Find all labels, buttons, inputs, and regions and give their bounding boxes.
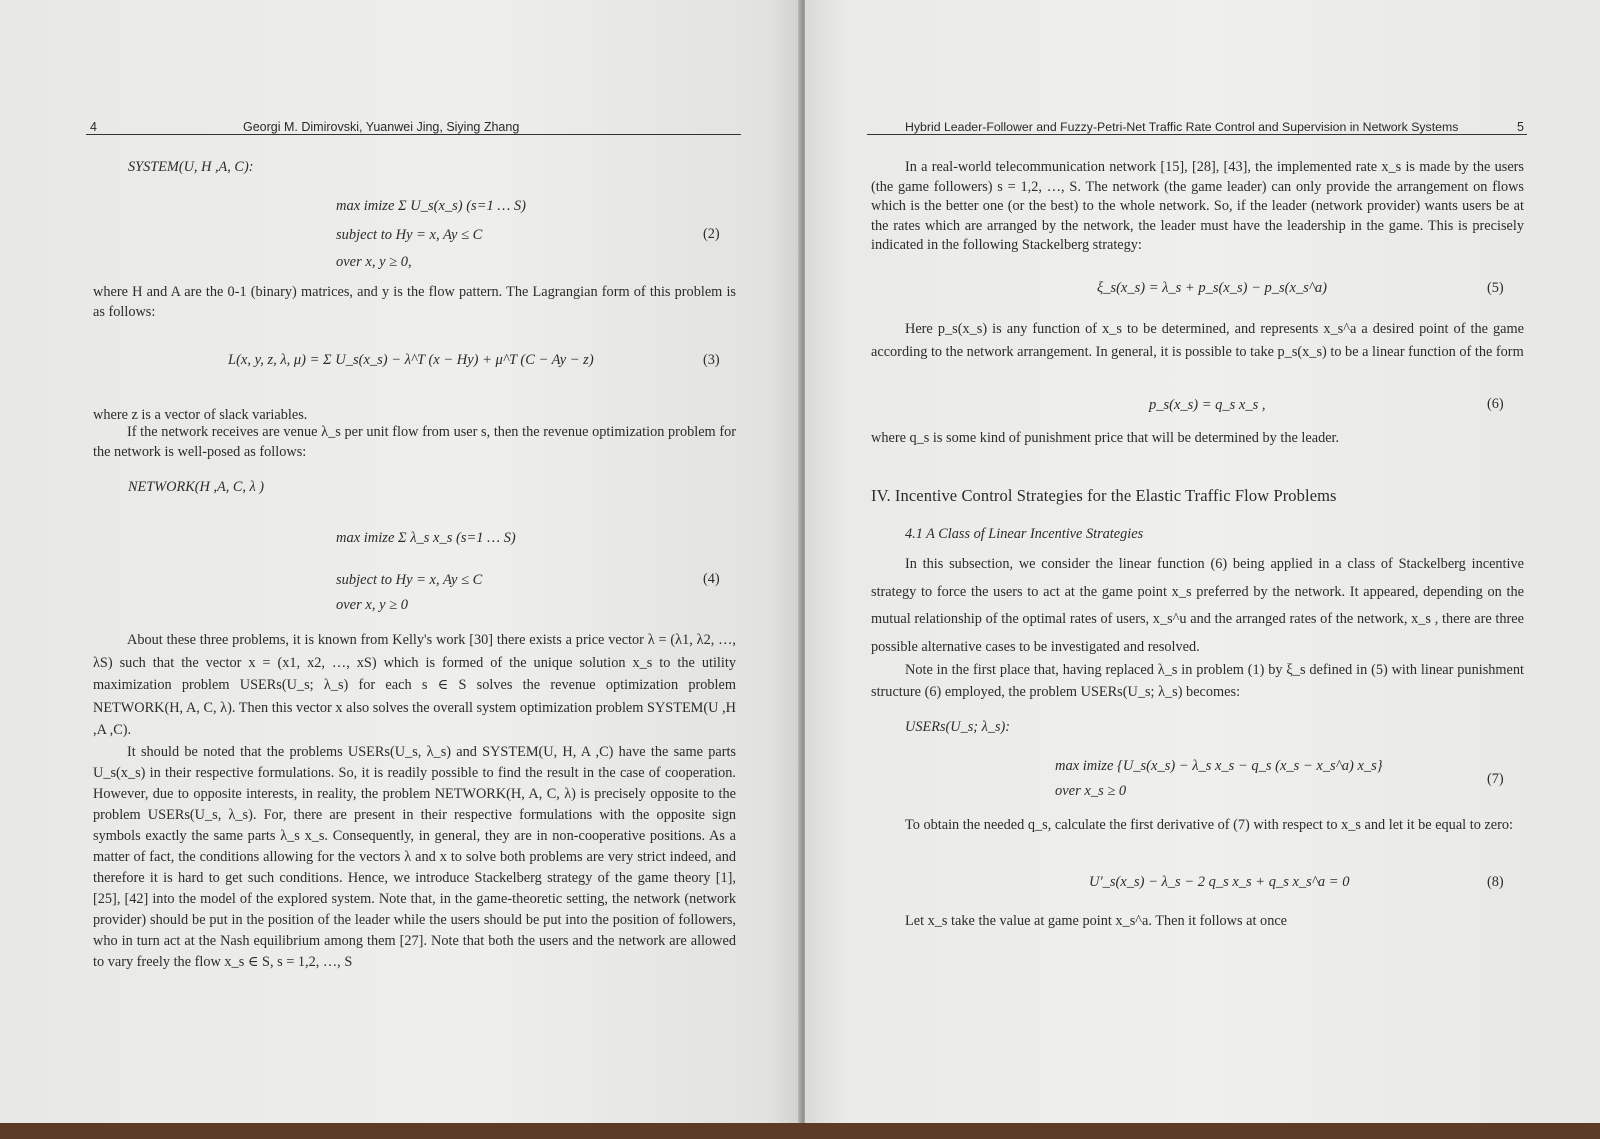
eq7-number: (7) — [1487, 771, 1504, 787]
header-rule-left — [86, 134, 741, 135]
paragraph-subsection: In this subsection, we consider the linear function (6) being applied in a class of Stackelberg incentive strategy to force the users to act at the game point x_s preferred by the network. It appeared, depending on the mutual relationship of the optimal rates of users, x_s^u and the arranged rates of the network, x_s , there are three possible alternative cases to be investigated and resolved. — [871, 556, 1524, 655]
system-label: SYSTEM(U, H ,A, C): — [128, 159, 254, 175]
header-rule-right — [867, 134, 1527, 135]
paragraph-stackelberg: It should be noted that the problems USERs(U_s, λ_s) and SYSTEM(U, H, A ,C) have the same parts U_s(x_s) in their respective formulations. So, it is readily possible to find the result in the case of cooperation. However, due to opposite interests, in reality, the problem NETWORK(H, A, C, λ) is precisely opposite to the problem USERs(U_s, λ_s). For, there are present in their respective formulations with the opposite sign symbols exactly the same parts λ_s x_s. Consequently, in general, they are in non-cooperative positions. As a matter of fact, the conditions allowing for the vectors λ and x to solve both problems are very strict indeed, and therefore it is hard to get such conditions. Hence, we introduce Stackelberg strategy of the game theory [1], [25], [42] into the model of the explored system. Note that, in the game-theoretic setting, the network (network provider) should be put in the position of the leader while the users should be put into the position of followers, who in turn act at the Nash equilibrium among them [27]. Note that both the users and the network are allowed to vary freely the flow x_s ∈ S, s = 1,2, …, S — [93, 744, 736, 970]
eq4-line1: max imize Σ λ_s x_s (s=1 … S) — [336, 530, 516, 546]
page-number-left: 4 — [90, 120, 97, 134]
paragraph-here: Here p_s(x_s) is any function of x_s to be determined, and represents x_s^a a desired point of the game according to the network arrangement. In general, it is possible to take p_s(x_s) to be a linear function of the form — [871, 321, 1524, 360]
eq2-line2: subject to Hy = x, Ay ≤ C — [336, 227, 483, 243]
eq6: p_s(x_s) = q_s x_s , — [1149, 397, 1266, 413]
eq3: L(x, y, z, λ, μ) = Σ U_s(x_s) − λ^T (x − Hy) + μ^T (C − Ay − z) — [228, 352, 594, 368]
table-surface — [0, 1123, 1600, 1139]
paragraph-real-world: In a real-world telecommunication network [15], [28], [43], the implemented rate x_s is made by the users (the game followers) s = 1,2, …, S. The network (the game leader) can only provide the arrangement on flows which is the better one (or the best) to the whole network. So, if the leader (network provider) wants users be at the rates which are arranged by the network, the leader must have the leadership in the game. This is precisely indicated in the following Stackelberg strategy: — [871, 159, 1524, 253]
paragraph-derivative: To obtain the needed q_s, calculate the first derivative of (7) with respect to x_s and let it be equal to zero: — [905, 817, 1513, 833]
eq8-number: (8) — [1487, 874, 1504, 890]
paragraph-slack: where z is a vector of slack variables. — [93, 407, 308, 423]
eq2-line3: over x, y ≥ 0, — [336, 254, 412, 270]
network-label: NETWORK(H ,A, C, λ ) — [128, 479, 265, 495]
eq6-number: (6) — [1487, 396, 1504, 412]
paragraph-lagrangian: where H and A are the 0-1 (binary) matrices, and y is the flow pattern. The Lagrangian form of this problem is as follows: — [93, 284, 736, 320]
page-number-right: 5 — [1517, 120, 1524, 134]
section-heading: IV. Incentive Control Strategies for the Elastic Traffic Flow Problems — [871, 486, 1337, 505]
eq2-line1: max imize Σ U_s(x_s) (s=1 … S) — [336, 198, 526, 214]
eq4-line3: over x, y ≥ 0 — [336, 597, 408, 613]
eq5: ξ_s(x_s) = λ_s + p_s(x_s) − p_s(x_s^a) — [1097, 280, 1327, 296]
eq8: U'_s(x_s) − λ_s − 2 q_s x_s + q_s x_s^a = 0 — [1089, 874, 1350, 890]
paragraph-replaced: Note in the first place that, having replaced λ_s in problem (1) by ξ_s defined in (5) with linear punishment structure (6) employed, the problem USERs(U_s; λ_s) becomes: — [871, 662, 1524, 700]
subsection-heading: 4.1 A Class of Linear Incentive Strategies — [905, 526, 1144, 542]
paragraph-punishment: where q_s is some kind of punishment price that will be determined by the leader. — [871, 430, 1340, 446]
eq4-line2: subject to Hy = x, Ay ≤ C — [336, 572, 483, 588]
eq2-number: (2) — [703, 226, 720, 242]
right-page — [805, 0, 1600, 1139]
eq4-number: (4) — [703, 571, 720, 587]
eq3-number: (3) — [703, 352, 720, 368]
paragraph-revenue: If the network receives are venue λ_s per unit flow from user s, then the revenue optimization problem for the network is well-posed as follows: — [93, 424, 736, 460]
paragraph-kelly: About these three problems, it is known from Kelly's work [30] there exists a price vector λ = (λ1, λ2, …, λS) such that the vector x = (x1, x2, …, xS) which is formed of the unique solution x_s to the utility maximization problem USERs(U_s; λ_s) for each s ∈ S solves the revenue optimization problem NETWORK(H, A, C, λ). Then this vector x also solves the overall system optimization problem SYSTEM(U ,H ,A ,C). — [93, 632, 736, 738]
header-title: Hybrid Leader-Follower and Fuzzy-Petri-Net Traffic Rate Control and Supervision in Network Systems — [905, 120, 1459, 134]
header-authors: Georgi M. Dimirovski, Yuanwei Jing, Siying Zhang — [243, 120, 520, 134]
eq7-line2: over x_s ≥ 0 — [1055, 783, 1127, 799]
users-label: USERs(U_s; λ_s): — [905, 719, 1011, 735]
paragraph-game-point: Let x_s take the value at game point x_s^a. Then it follows at once — [905, 913, 1288, 929]
eq7-line1: max imize {U_s(x_s) − λ_s x_s − q_s (x_s − x_s^a) x_s} — [1055, 758, 1383, 774]
eq5-number: (5) — [1487, 280, 1504, 296]
